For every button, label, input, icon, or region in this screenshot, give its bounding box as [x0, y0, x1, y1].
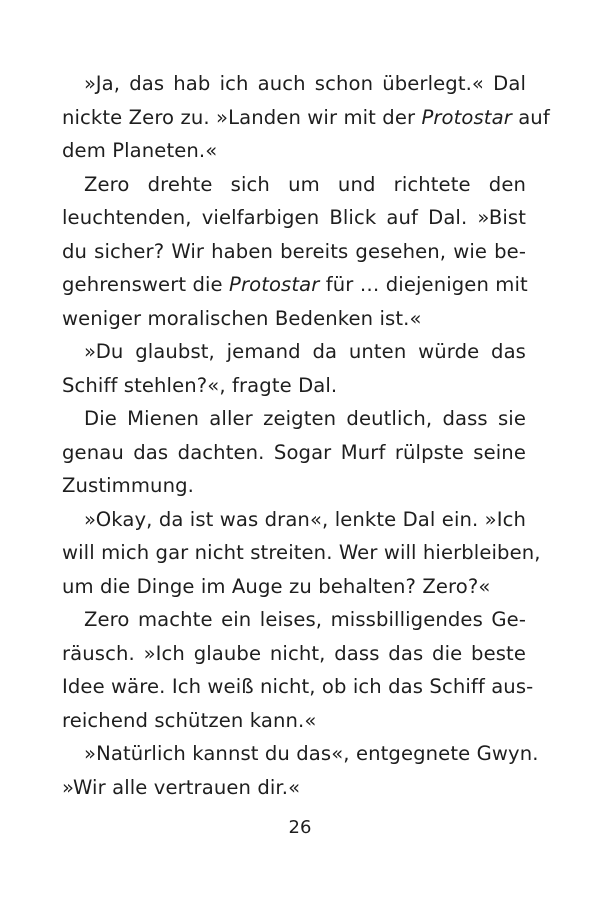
body-text — [62, 67, 550, 804]
text-line: Zustimmung. — [62, 474, 194, 497]
page-number: 26 — [288, 817, 312, 838]
paragraph — [62, 67, 550, 168]
text-line: genau das dachten. Sogar Murf rülpste seine — [62, 440, 526, 464]
text-line: Zero machte ein leises, missbilligendes Ge- — [84, 608, 526, 631]
text-line: leuchtenden, vielfarbigen Blick auf Dal. »Bist — [62, 206, 526, 229]
text-line: um die Dinge im Auge zu behalten? Zero?« — [62, 574, 491, 598]
text-line: »Du glaubst, jemand da unten würde das — [84, 340, 526, 363]
text-line: reichend schützen kann.« — [62, 708, 317, 732]
text-line: »Wir alle vertrauen dir.« — [62, 775, 301, 799]
text-line: »Okay, da ist was dran«, lenkte Dal ein. »Ich — [84, 507, 527, 531]
text-line: du sicher? Wir haben bereits gesehen, wie be- — [62, 239, 526, 263]
text-line: dem Planeten.« — [62, 139, 218, 162]
paragraph — [62, 335, 526, 402]
text-line: »Ja, das hab ich auch schon überlegt.« Dal — [84, 72, 526, 95]
text-line: »Natürlich kannst du das«, entgegnete Gwyn. — [84, 742, 539, 765]
text-line: Idee wäre. Ich weiß nicht, ob ich das Schiff aus- — [62, 675, 534, 698]
paragraph — [62, 603, 534, 737]
text-line: will mich gar nicht streiten. Wer will hierbleiben, — [62, 541, 541, 564]
paragraph — [62, 168, 526, 336]
text-line: Zero drehte sich um und richtete den — [84, 172, 526, 196]
paragraph — [62, 503, 541, 604]
paragraph — [62, 737, 539, 804]
text-line: Schiff stehlen?«, fragte Dal. — [62, 373, 338, 397]
text-line: weniger moralischen Bedenken ist.« — [62, 306, 422, 330]
text-line: nickte Zero zu. »Landen wir mit der Protostar auf — [62, 105, 550, 129]
text-line: Die Mienen aller zeigten deutlich, dass sie — [84, 407, 526, 430]
text-line: gehrenswert die Protostar für … diejenigen mit — [62, 273, 528, 296]
paragraph — [62, 402, 526, 503]
text-line: räusch. »Ich glaube nicht, dass das die beste — [62, 641, 526, 665]
